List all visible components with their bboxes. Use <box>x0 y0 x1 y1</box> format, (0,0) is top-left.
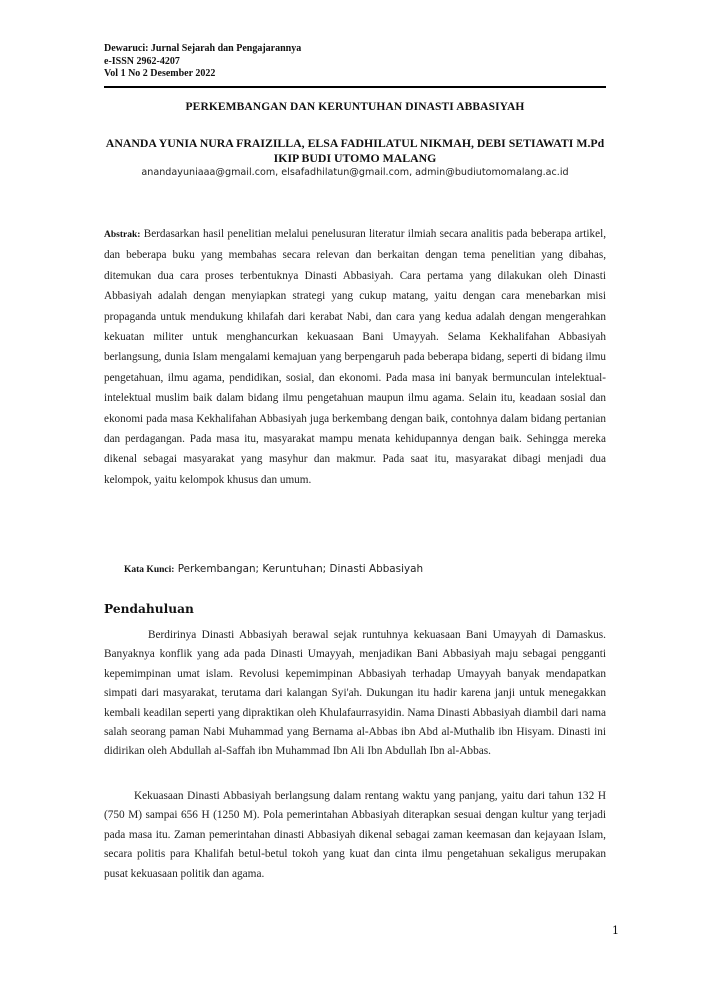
introduction-paragraph-2: Kekuasaan Dinasti Abbasiyah berlangsung dalam rentang waktu yang panjang, yaitu dari tahun 132 H (750 M) sampai 656 H (1250 M). Pola pemerintahan Abbasiyah diterapkan sesuai dengan kultur yang terjadi pada masa itu. Zaman pemerintahan dinasti Abbasiyah dikenal sebagai zaman keemasan dan kejayaan Islam, secara politis para Khalifah betul-betul tokoh yang kuat dan cinta ilmu pengetahuan sekaligus merupakan pusat kekuasaan politik dan agama. <box>104 790 606 880</box>
journal-name: Dewaruci: Jurnal Sejarah dan Pengajarannya <box>104 43 302 54</box>
keywords <box>124 562 604 577</box>
header-divider <box>104 86 606 88</box>
journal-header <box>104 43 301 81</box>
section-heading-introduction: Pendahuluan <box>104 602 194 616</box>
keywords-text: Perkembangan; Keruntuhan; Dinasti Abbasiyah <box>177 563 424 575</box>
abstract <box>104 224 606 490</box>
keywords-label: Kata Kunci: <box>124 565 175 575</box>
abstract-label: Abstrak: <box>104 230 141 240</box>
abstract-text: Berdasarkan hasil penelitian melalui penelusuran literatur ilmiah secara analitis pada beberapa artikel, dan beberapa buku yang membahas secara relevan dan berkaitan dengan tema penelitian yang dibahas, ditemukan dua cara proses terbentuknya Dinasti Abbasiyah. Cara pertama yang dilakukan oleh Dinasti Abbasiyah adalah dengan menyiapkan strategi yang cukup matang, yaitu dengan cara menebarkan misi propaganda untuk mendukung khilafah dari kerabat Nabi, dan cara yang kedua adalah dengan mengerahkan kekuatan militer untuk menghancurkan kekuasaan Bani Umayyah. Selama Kekhalifahan Abbasiyah berlangsung, dunia Islam mengalami kemajuan yang berpengaruh pada beberapa bidang, seperti di bidang ilmu pengetahuan, ilmu agama, pendidikan, sosial, dan ekonomi. Pada masa ini banyak bermunculan intelektual-intelektual muslim baik dalam bidang ilmu pengetahuan maupun ilmu agama. Selain itu, keadaan sosial dan ekonomi pada masa Kekhalifahan Abbasiyah juga berkembang dengan baik, contohnya dalam bidang pertanian dan perdagangan. Pada masa itu, masyarakat mampu menata kehidupannya dengan baik. Sehingga mereka dikenal sebagai masyarakat yang masyhur dan makmur. Pada saat itu, masyarakat dibagi menjadi dua kelompok, yaitu kelompok khusus dan umum. <box>104 228 606 486</box>
article-title: PERKEMBANGAN DAN KERUNTUHAN DINASTI ABBASIYAH <box>185 101 525 113</box>
article-authors: ANANDA YUNIA NURA FRAIZILLA, ELSA FADHILATUL NIKMAH, DEBI SETIAWATI M.Pd <box>105 136 605 150</box>
author-emails: anandayuniaaa@gmail.com, elsafadhilatun@gmail.com, admin@budiutomomalang.ac.id <box>141 167 569 178</box>
page-number: 1 <box>612 924 619 937</box>
journal-issn: e-ISSN 2962-4207 <box>104 55 180 67</box>
article-affiliation: IKIP BUDI UTOMO MALANG <box>273 151 437 165</box>
introduction-paragraph-1: Berdirinya Dinasti Abbasiyah berawal sejak runtuhnya kekuasaan Bani Umayyah di Damaskus. Banyaknya konflik yang ada pada Dinasti Umayyah, menjadikan Bani Abbasiyah maju sebagai pengganti kepemimpinan umat islam. Revolusi kepemimpinan Abbasiyah terhadap Umayyah banyak mendapatkan simpati dari masyarakat, terutama dari kalangan Syi'ah. Dukungan itu hadir karena janji untuk menegakkan kembali keadilan seperti yang dipraktikan oleh Khulafaurrasyidin. Nama Dinasti Abbasiyah diambil dari nama salah seorang paman Nabi Muhammad yang Bernama al-Abbas ibn Abd al-Muthalib ibn Hisyam. Dinasti ini didirikan oleh Abdullah al-Saffah ibn Muhammad Ibn Ali Ibn Abdullah Ibn al-Abbas. <box>104 629 606 758</box>
journal-volume: Vol 1 No 2 Desember 2022 <box>104 68 216 79</box>
